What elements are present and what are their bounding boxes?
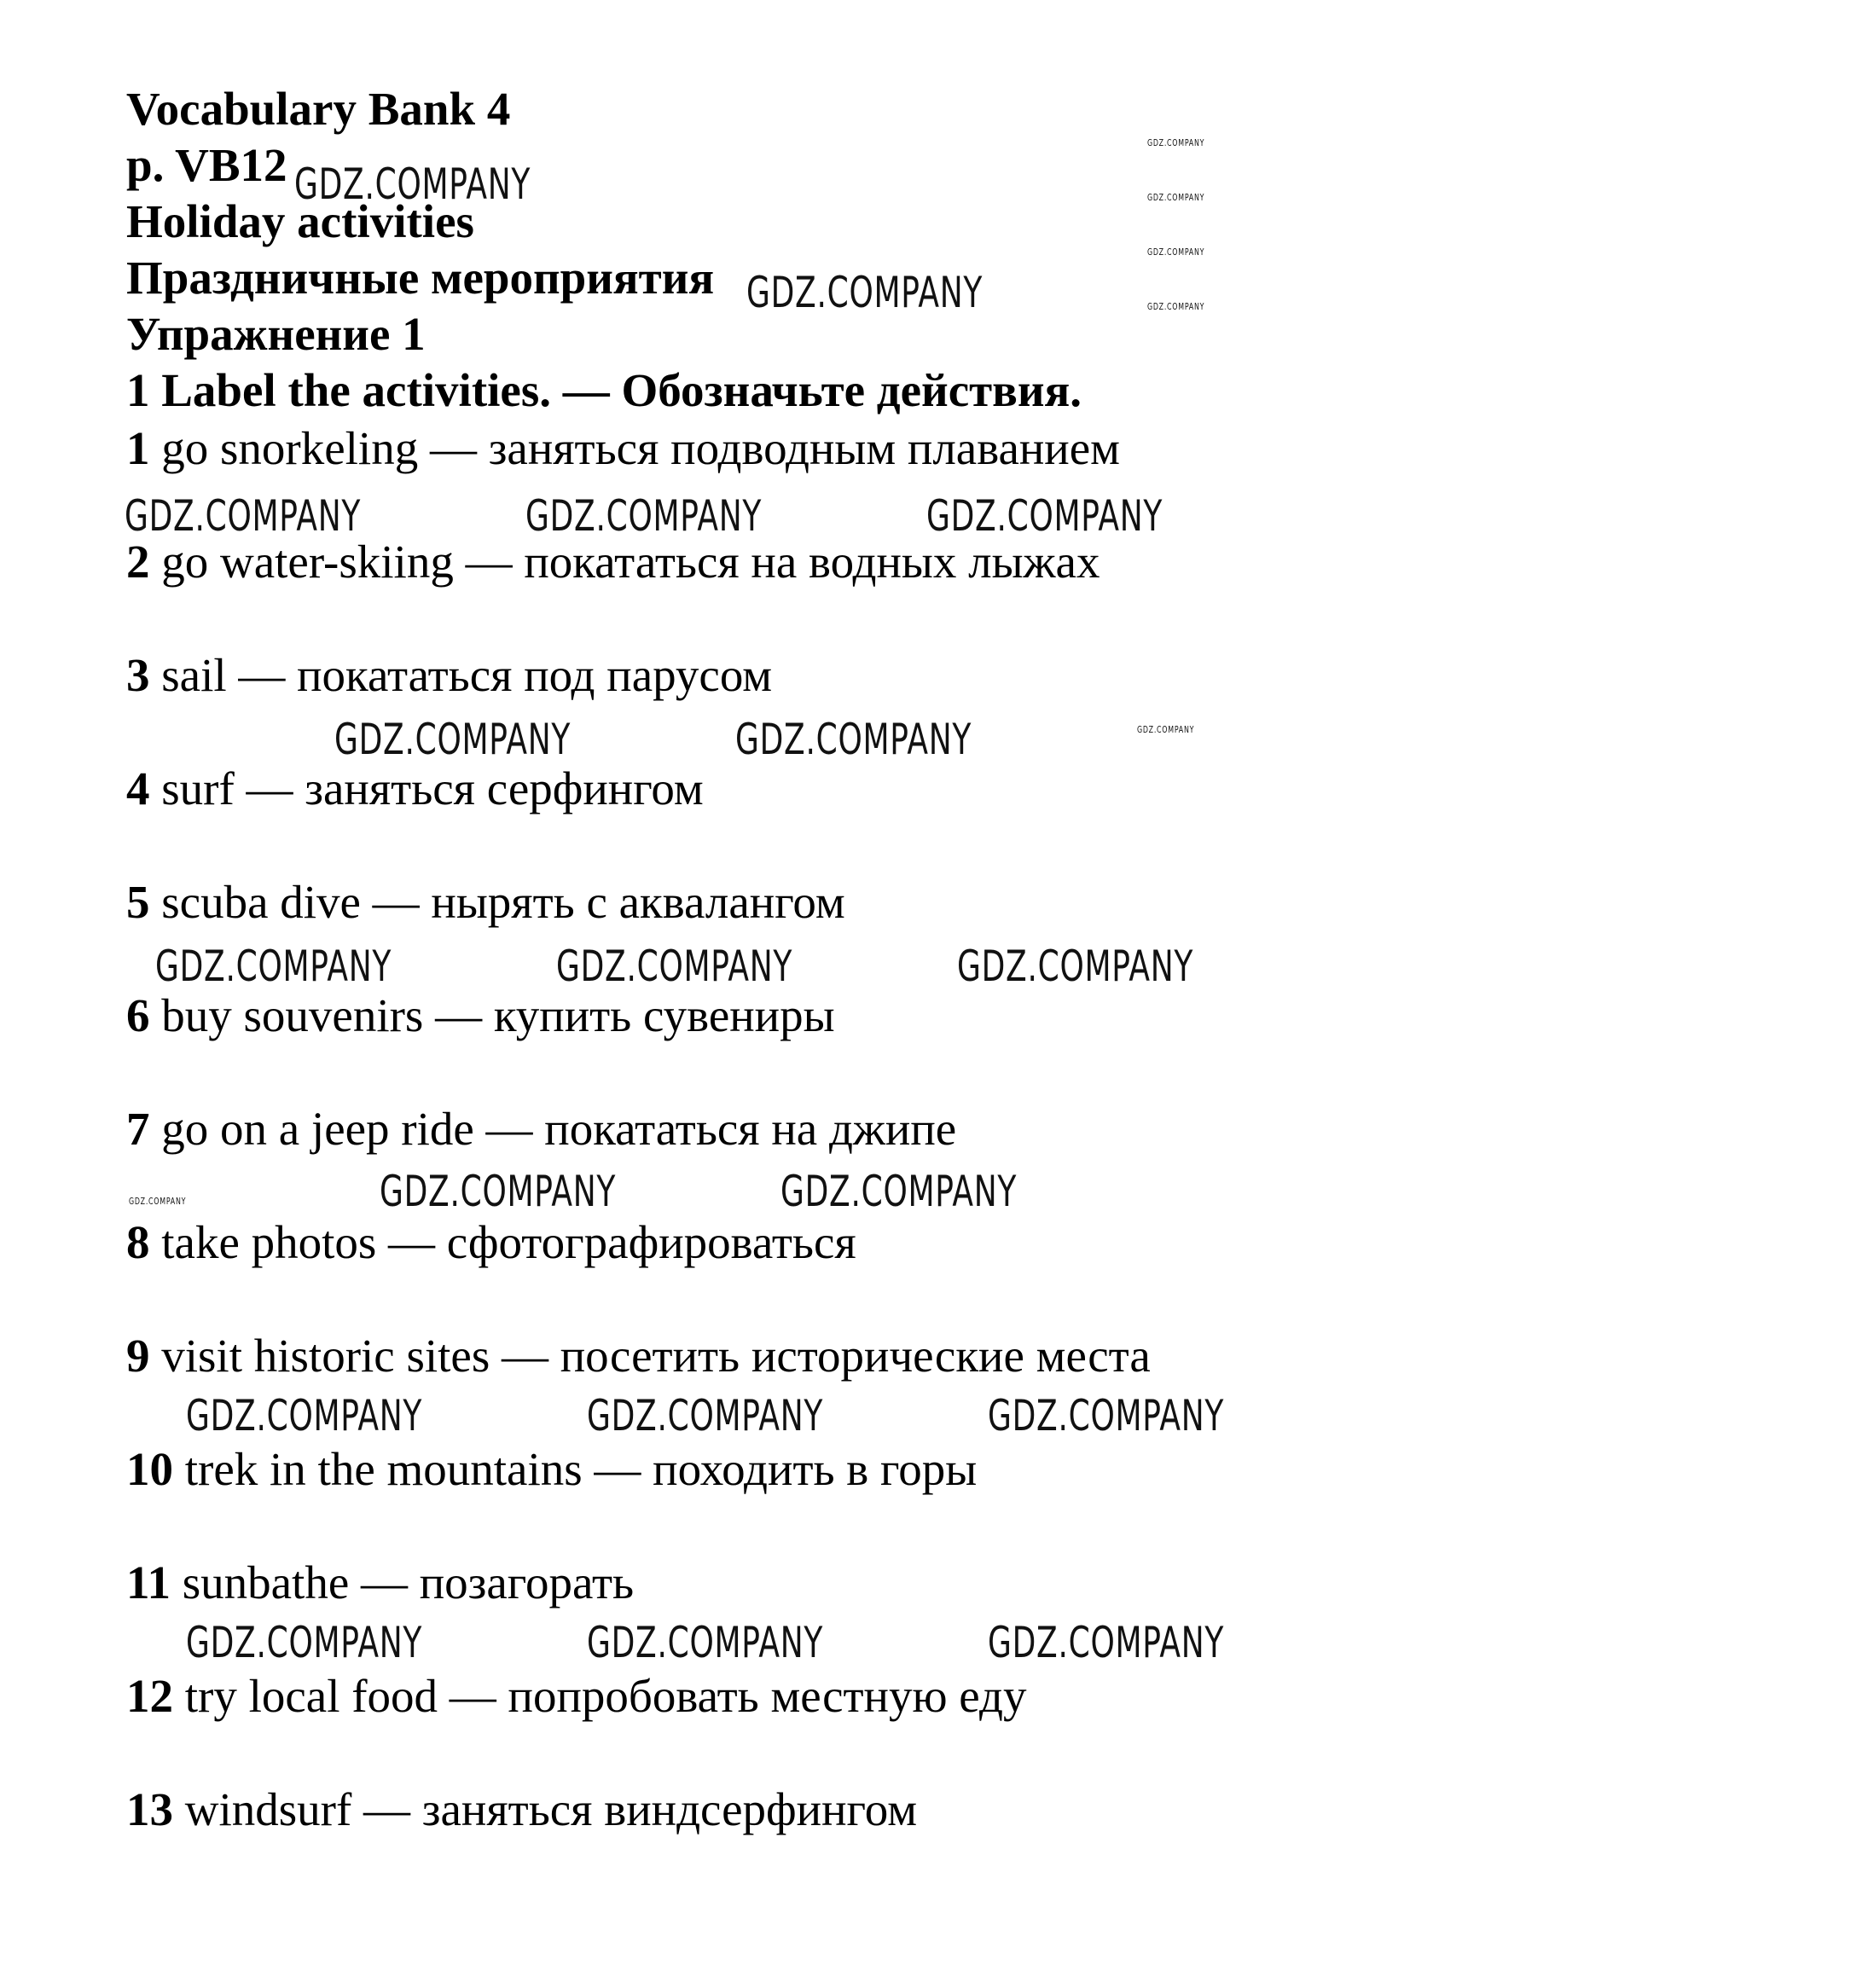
item-number: 5: [126, 876, 150, 928]
list-item: [126, 874, 845, 930]
item-number: 8: [126, 1216, 150, 1268]
item-text: windsurf — заняться виндсерфингом: [173, 1783, 917, 1835]
watermark: GDZ.COMPANY: [380, 1167, 617, 1216]
exercise-heading: Упражнение 1: [126, 308, 426, 360]
page-reference: p. VB12: [126, 139, 287, 191]
item-text: scuba dive — нырять с аквалангом: [149, 876, 845, 928]
watermark: GDZ.COMPANY: [334, 715, 572, 764]
item-text: try local food — попробовать местную еду: [173, 1670, 1027, 1722]
item-number: 4: [126, 762, 150, 814]
list-item: [126, 647, 772, 704]
watermark: GDZ.COMPANY: [1147, 192, 1205, 203]
list-item: [126, 420, 1120, 477]
list-item: [126, 1782, 917, 1838]
watermark: GDZ.COMPANY: [1147, 246, 1205, 258]
item-number: 2: [126, 536, 150, 588]
item-text: go snorkeling — заняться подводным плаванием: [149, 422, 1120, 474]
watermark: GDZ.COMPANY: [1137, 724, 1195, 735]
item-number: 13: [126, 1783, 173, 1835]
list-item: [126, 1101, 956, 1157]
watermark: GDZ.COMPANY: [294, 159, 531, 209]
item-text: go on a jeep ride — покататься на джипе: [149, 1103, 957, 1155]
watermark: GDZ.COMPANY: [186, 1618, 423, 1667]
watermark: GDZ.COMPANY: [988, 1618, 1225, 1667]
watermark: GDZ.COMPANY: [125, 491, 362, 541]
list-item: [126, 1441, 977, 1498]
watermark: GDZ.COMPANY: [556, 942, 793, 991]
item-text: take photos — сфотографироваться: [149, 1216, 856, 1268]
list-item: [126, 761, 704, 817]
list-item: [126, 988, 835, 1044]
topic-russian: Праздничные мероприятия: [126, 252, 715, 304]
watermark: GDZ.COMPANY: [1147, 137, 1205, 148]
list-item: [126, 1668, 1026, 1724]
item-number: 9: [126, 1330, 150, 1382]
item-text: trek in the mountains — походить в горы: [173, 1443, 978, 1495]
document-title: Vocabulary Bank 4: [126, 83, 511, 135]
item-text: sail — покататься под парусом: [149, 649, 773, 701]
item-number: 10: [126, 1443, 173, 1495]
item-number: 11: [126, 1556, 171, 1608]
watermark: GDZ.COMPANY: [525, 491, 763, 541]
topic-english: Holiday activities: [126, 195, 474, 247]
item-number: 12: [126, 1670, 173, 1722]
list-item: [126, 1328, 1151, 1384]
item-number: 6: [126, 989, 150, 1041]
watermark: GDZ.COMPANY: [155, 942, 392, 991]
item-number: 7: [126, 1103, 150, 1155]
watermark: GDZ.COMPANY: [780, 1167, 1018, 1216]
item-text: buy souvenirs — купить сувениры: [149, 989, 835, 1041]
watermark: GDZ.COMPANY: [1147, 301, 1205, 312]
item-text: sunbathe — позагорать: [170, 1556, 635, 1608]
watermark: GDZ.COMPANY: [587, 1391, 824, 1440]
item-number: 3: [126, 649, 150, 701]
item-text: go water-skiing — покататься на водных лыжах: [149, 536, 1100, 588]
watermark: GDZ.COMPANY: [988, 1391, 1225, 1440]
item-number: 1: [126, 422, 150, 474]
list-item: [126, 1555, 634, 1611]
item-text: surf — заняться серфингом: [149, 762, 704, 814]
list-item: [126, 1214, 856, 1271]
list-item: [126, 534, 1100, 590]
watermark: GDZ.COMPANY: [587, 1618, 824, 1667]
task-instruction: 1 Label the activities. — Обозначьте действия.: [126, 364, 1082, 416]
watermark: GDZ.COMPANY: [926, 491, 1163, 541]
watermark: GDZ.COMPANY: [129, 1196, 187, 1207]
watermark: GDZ.COMPANY: [746, 268, 984, 317]
item-text: visit historic sites — посетить исторические места: [149, 1330, 1151, 1382]
watermark: GDZ.COMPANY: [735, 715, 972, 764]
watermark: GDZ.COMPANY: [957, 942, 1194, 991]
watermark: GDZ.COMPANY: [186, 1391, 423, 1440]
